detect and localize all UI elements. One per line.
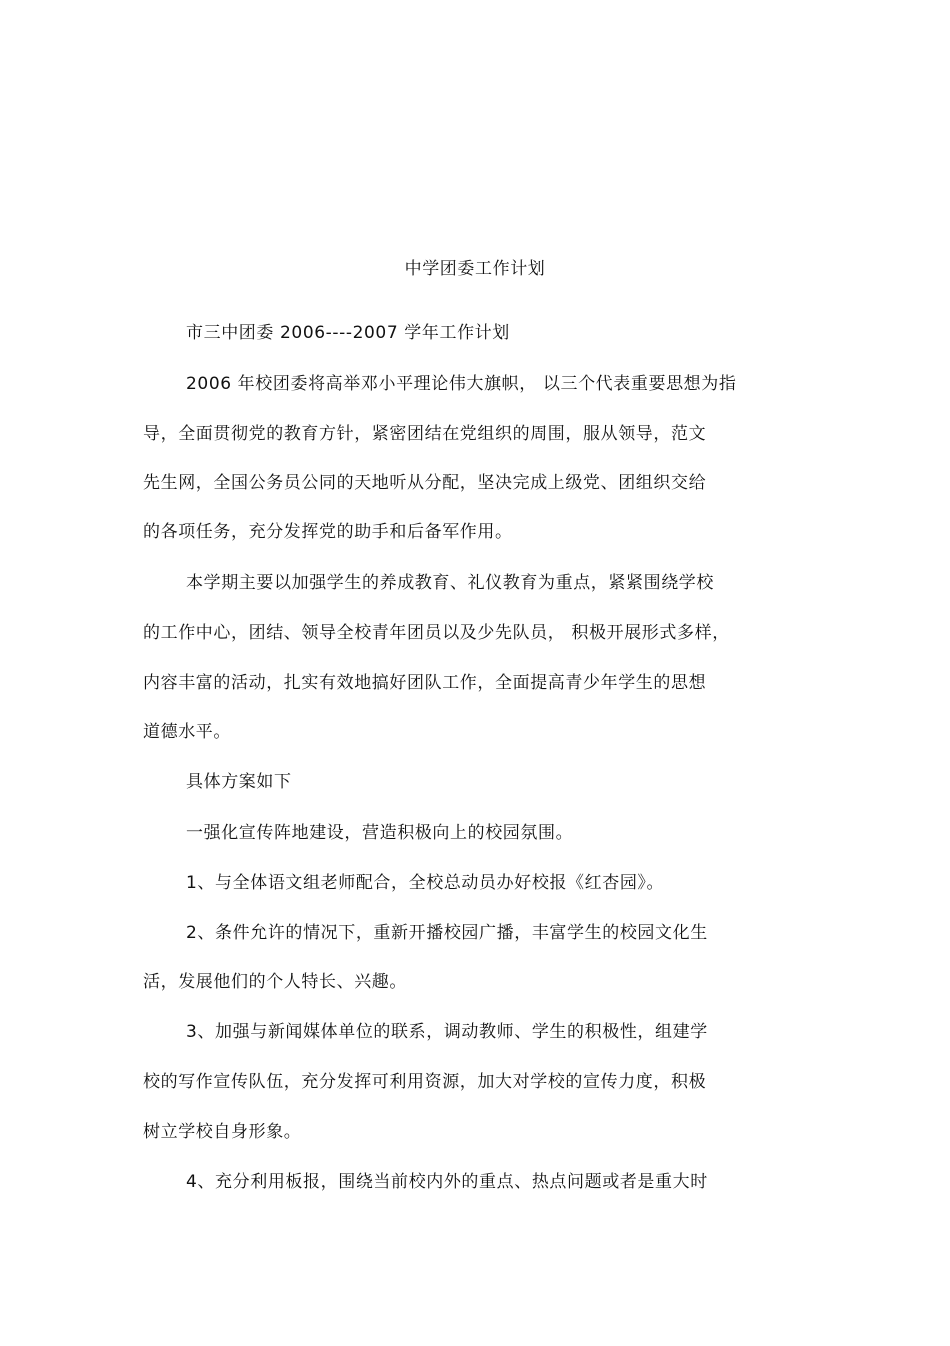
paragraph-line: 具体方案如下 — [186, 772, 292, 792]
list-item-continuation: 校的写作宣传队伍，充分发挥可利用资源，加大对学校的宣传力度，积极 — [143, 1072, 707, 1092]
paragraph-line: 导，全面贯彻党的教育方针，紧密团结在党组织的周围，服从领导，范文 — [143, 424, 707, 444]
page-title: 中学团委工作计划 — [404, 259, 546, 279]
paragraph-line: 的各项任务，充分发挥党的助手和后备军作用。 — [143, 522, 513, 542]
subtitle-line: 市三中团委 2006----2007 学年工作计划 — [186, 323, 510, 343]
section-heading: 一强化宣传阵地建设，营造积极向上的校园氛围。 — [186, 823, 574, 843]
list-item: 1、与全体语文组老师配合，全校总动员办好校报《红杏园》。 — [186, 873, 665, 893]
paragraph-line: 道德水平。 — [143, 722, 231, 742]
paragraph-line: 的工作中心，团结、领导全校青年团员以及少先队员， 积极开展形式多样， — [143, 623, 730, 643]
paragraph-line: 先生网，全国公务员公同的天地听从分配，坚决完成上级党、团组织交给 — [143, 473, 707, 493]
list-item: 2、条件允许的情况下，重新开播校园广播，丰富学生的校园文化生 — [186, 923, 708, 943]
paragraph-line: 内容丰富的活动，扎实有效地搞好团队工作，全面提高青少年学生的思想 — [143, 673, 707, 693]
list-item: 4、充分利用板报，围绕当前校内外的重点、热点问题或者是重大时 — [186, 1172, 708, 1192]
list-item-continuation: 树立学校自身形象。 — [143, 1122, 302, 1142]
paragraph-line: 2006 年校团委将高举邓小平理论伟大旗帜， 以三个代表重要思想为指 — [186, 374, 737, 394]
paragraph-line: 本学期主要以加强学生的养成教育、礼仪教育为重点，紧紧围绕学校 — [186, 573, 714, 593]
list-item-continuation: 活，发展他们的个人特长、兴趣。 — [143, 972, 407, 992]
list-item: 3、加强与新闻媒体单位的联系，调动教师、学生的积极性，组建学 — [186, 1022, 708, 1042]
